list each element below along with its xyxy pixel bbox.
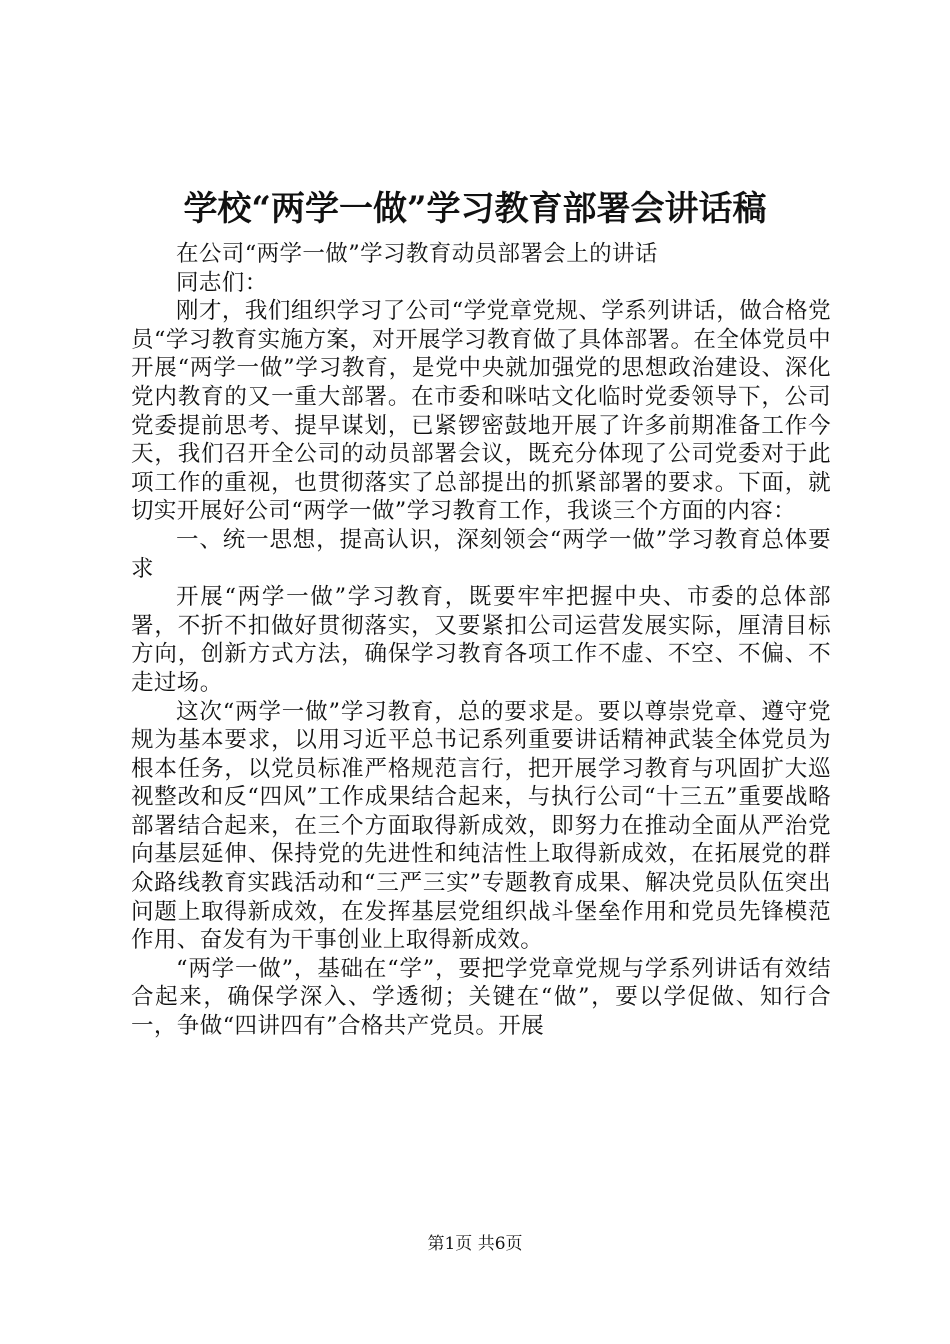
paragraph: 这次“两学一做”学习教育，总的要求是。要以尊崇党章、遵守党规为基本要求，以用习近平总书记系列重要讲话精神武装全体党员为根本任务，以党员标准严格规范言行，把开展学习教育与巩固扩大巡视整改和反“四风”工作成果结合起来，与执行公司“十三五”重要战略部署结合起来，在三个方面取得新成效，即努力在推动全面从严治党向基层延伸、保持党的先进性和纯洁性上取得新成效，在拓展党的群众路线教育实践活动和“三严三实”专题教育成果、解决党员队伍突出问题上取得新成效，在发挥基层党组织战斗堡垒作用和党员先锋模范作用、奋发有为干事创业上取得新成效。	[131, 698, 831, 954]
paragraph: 刚才，我们组织学习了公司“学党章党规、学系列讲话，做合格党员“学习教育实施方案，对开展学习教育做了具体部署。在全体党员中开展“两学一做”学习教育，是党中央就加强党的思想政治建设、深化党内教育的又一重大部署。在市委和咪咕文化临时党委领导下，公司党委提前思考、提早谋划，已紧锣密鼓地开展了许多前期准备工作今天，我们召开全公司的动员部署会议，既充分体现了公司党委对于此项工作的重视，也贯彻落实了总部提出的抓紧部署的要求。下面，就切实开展好公司“两学一做”学习教育工作，我谈三个方面的内容：	[131, 298, 831, 525]
paragraph: “两学一做”，基础在“学”，要把学党章党规与学系列讲话有效结合起来，确保学深入、学透彻；关键在“做”，要以学促做、知行合一，争做“四讲四有”合格共产党员。开展	[131, 955, 831, 1040]
document-body	[131, 240, 831, 1041]
document-subtitle: 在公司“两学一做”学习教育动员部署会上的讲话	[176, 241, 658, 267]
document-title: 学校“两学一做”学习教育部署会讲话稿	[183, 189, 767, 229]
greeting: 同志们：	[176, 269, 268, 296]
page-footer: 第1页 共6页	[427, 1234, 523, 1254]
section-heading: 一、统一思想，提高认识，深刻领会“两学一做”学习教育总体要求	[131, 526, 831, 582]
paragraph: 开展“两学一做”学习教育，既要牢牢把握中央、市委的总体部署，不折不扣做好贯彻落实，又要紧扣公司运营发展实际，厘清目标方向，创新方式方法，确保学习教育各项工作不虚、不空、不偏、不走过场。	[131, 584, 831, 696]
